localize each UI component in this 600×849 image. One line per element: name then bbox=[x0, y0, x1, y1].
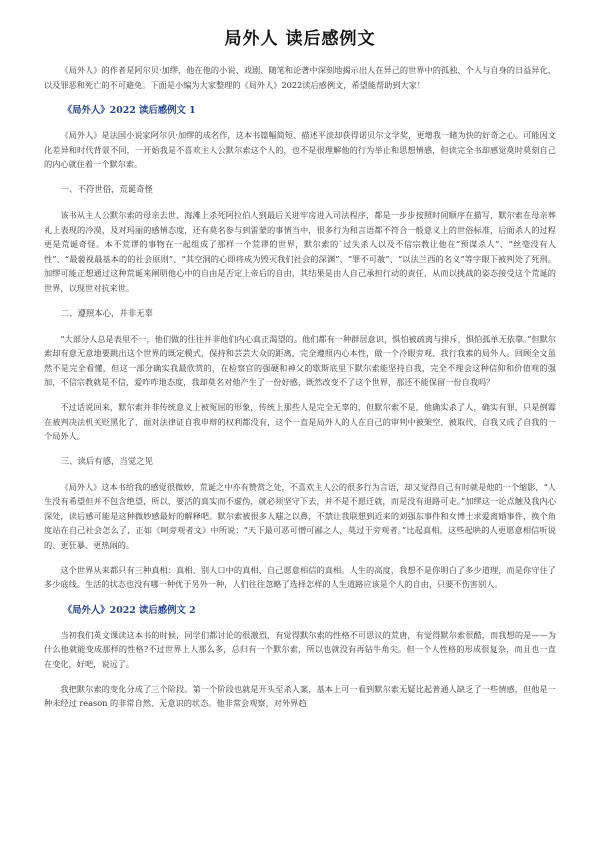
intro-paragraph: 《局外人》的作者是阿尔贝·加缪，他在他的小说、戏剧、随笔和论著中深刻地揭示出人在异己的世界中的孤独、个人与自身的日益异化，以及罪恶和死亡的不可避免。下面是小编为大家整理的《局外人》2022读后感例文，希望能帮助到大家！ bbox=[44, 65, 556, 90]
example-1-paragraph-1: 《局外人》是法国小说家阿尔贝·加缪的成名作，这本书篇幅简短、描述平淡却获得诺贝尔文学奖，更增我一睹为快的好奇之心。可能因文化差异和时代背景不同，一开始我是不喜欢主人公默尔索这个人的，也不是很理解他的行为举止和思想情感，但读完全书却感觉莫时莫刻自己的内心就住着一个默尔索。 bbox=[44, 130, 556, 170]
example-1-heading: 《局外人》2022 读后感例文 1 bbox=[62, 105, 196, 117]
example-2-paragraph-1: 当初我们英文课读这本书的时候，同学们都讨论的很激烈，有觉得默尔索的性格不可思议的荒唐，有觉得默尔索很酷，而我想的是——为什么他就能变成那样的性格?不过世界上人那么多，总归有一个默尔索，所以也就没有再钻牛角尖。但一个人性格的形成很复杂，而且也一直在变化，好吧，说远了。 bbox=[44, 629, 556, 670]
example-1-paragraph-4: 不过话说回来，默尔索并非传统意义上被冤屈的形象，传统上那些人是完全无辜的，但默尔索不是，他确实杀了人，确实有罪，只是倒霉在被判决法机关贬黑化了，面对法律证自我申辩的权利都没有，这个一直是局外人的人在自己的审判中被架空、被取代，自我又成了自我的一个局外人。 bbox=[44, 401, 556, 442]
example-1-paragraph-2: 该书从主人公默尔索的母亲去世、海滩上杀死阿拉伯人到最后关进牢房进入司法程序，都是一步步按照时间顺序在描写，默尔索在母亲葬礼上表现的冷漠，及对玛丽的感情态度，还有莫名参与到雷蒙的事情当中，很多行为和言语都不符合一般意义上的世俗标准，后面杀人的过程更是荒诞奇怪。本不荒谬的事物在一起组成了那样一个荒谬的世界，默尔索的`过失杀人以及不信宗教让他在“预谋杀人”、“丝毫没有人性”、“最藐视最基本的的社会原则”、“其空洞的心即将成为毁灭我们社会的深渊”、“罪不可赦”、“以法兰西的名义”等字眼下被判处了死刑。加缪可能正想通过这种荒诞来阐明他心中的自由是否定上帝后的自由，其结果是由人自己承担行动的责任，从而以挑战的姿态接受这个荒诞的世界，以现世对抗来世。 bbox=[44, 209, 556, 293]
example-1-paragraph-5: 《局外人》这本书给我的感觉很微妙，荒诞之中亦有赞赏之处，不喜欢主人公的很多行为言语，却又觉得自己有时就是他的一个缩影，“人生没有希望但并不包含绝望，所以，要活的真实而不虚伪，就必须坚守下去，并不是不愿迁就，而是没有退路可走。”加缪这一论点触及我内心深处，读后感可能是这种微妙感最好的解释吧。默尔索被很多人嗤之以鼻，不禁让我联想到近来的刘强东事件和女博士求爱离婚事件，换个角度站在自己社会怎么了，正如《呵旁观者文》中所说：“天下最可恶可憎可鄙之人，莫过于旁观者。”比起真相，这些起哄的人更愿意相信听说的、更狂暴、更热闹的。 bbox=[44, 481, 556, 551]
example-2-paragraph-2: 我把默尔索的变化分成了三个阶段。第一个阶段也就是开头至杀人案，基本上可一看到默尔索无疑比起普通人缺乏了一些情感，但他是一种未经过 reason 的非常自然、无意识的状态。他非常会观察，对外界趋 bbox=[44, 683, 556, 709]
page-title: 局外人 读后感例文 bbox=[224, 29, 376, 49]
section-1-heading: 一、不符世俗，荒诞奇怪 bbox=[60, 183, 153, 194]
section-2-heading: 二、遵照本心，并非无辜 bbox=[60, 307, 153, 318]
example-1-paragraph-6: 这个世界从来都只有三种真相：真相、别人口中的真相、自己愿意相信的真相。人生的高度，我想不是你明白了多少道理，而是你守住了多少底线。生活的状态也没有哪一种优于另外一种，人们往往忽略了选择怎样的人生道路应该是个人的自由，只要不伤害别人。 bbox=[44, 564, 556, 590]
example-2-heading: 《局外人》2022 读后感例文 2 bbox=[62, 604, 196, 616]
example-1-paragraph-3: “大部分人总是表里不一，他们做的往往并非他们内心真正渴望的。他们都有一种群居意识，惧怕被疏离与排斥，惧怕孤单无依靠。”但默尔索却有意无意地要跳出这个世界的既定模式，保持和芸芸大众的距离，完全遵照内心本性，做一个冷眼旁观、我行我素的局外人。回顾全文虽然不是完全看懂，但这一部分确实我最欣赏的，在检察官的强硬和神父的歇斯底里下默尔索能坚持自我，完全不理会这种信仰和价值观的强加，不信宗教就是不信，爱咋咋地态度，我却莫名对他产生了一份好感，既然改变不了这个世界，那还不能保留一份自我吗？ bbox=[44, 333, 556, 388]
section-3-heading: 三、读后有感，当觉之见 bbox=[60, 455, 153, 466]
